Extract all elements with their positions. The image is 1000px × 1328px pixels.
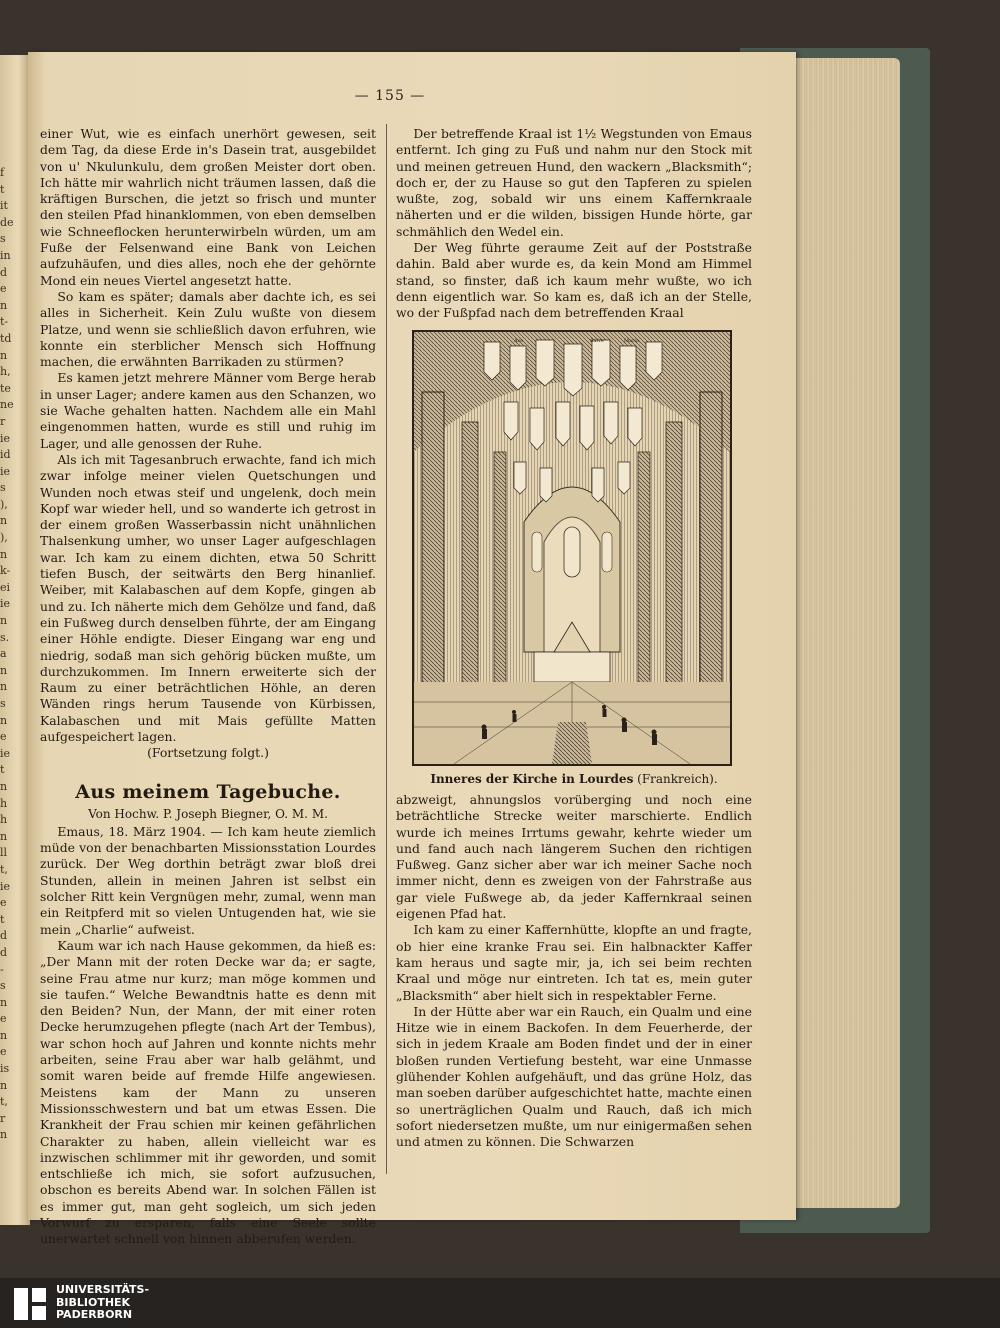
library-footer [0,1278,1000,1328]
stub-fragment: n [0,1128,8,1142]
stub-fragment: n [0,1028,8,1042]
stub-fragment: s [0,481,6,495]
paragraph: Kaum war ich nach Hause gekommen, da hieß es: „Der Mann mit der roten Decke war da; er sagte, seine Frau atme nur kurz; man möge kommen und sie taufen.“ Welche Bewandtnis hatte es denn mit den Beiden? Nun, der Mann, der mit einer roten Decke herumzugehen pflegte (nach Art der Tembus), war schon hoch auf Jahren und konnte nichts mehr arbeiten, seine Frau aber war halb gelähmt, und somit waren beide auf fremde Hilfe angewiesen. Meistens kam der Mann zu unseren Missionsschwestern und bat um etwas Essen. Die Krankheit der Frau schien mir keinen gefährlichen Charakter zu haben, allein vielleicht war es inzwischen schlimmer mit ihr geworden, und somit entschließe ich mich, sie sofort aufzusuchen, obschon es bereits Abend war. In solchen Fällen ist es immer gut, man geht sogleich, um sich jeden Vorwurf zu ersparen, falls eine Seele sollte unerwartet schnell von hinnen abberufen werden. [40,937,376,1247]
stub-fragment: de [0,215,14,229]
stub-fragment: r [0,414,6,428]
banner-text: Salve [590,338,604,344]
stub-fragment: n [0,348,8,362]
stub-fragment: s [0,697,6,710]
stub-fragment: in [0,248,11,262]
stub-fragment: td [0,331,12,345]
library-name [56,1284,149,1322]
stub-fragment: h, [0,365,11,379]
stub-fragment: is [0,1062,10,1076]
article-byline: Von Hochw. P. Joseph Biegner, O. M. M. [88,806,328,821]
banner-text: Maria [624,338,640,344]
stub-fragment: h [0,796,8,810]
stub-fragment: e [0,1045,7,1059]
stub-fragment: t- [0,315,9,329]
page-number: — 155 — [354,88,426,104]
library-logo-icon [12,1286,48,1322]
figure-caption [396,772,752,786]
church-interior-illustration [412,330,732,766]
paragraph: Es kamen jetzt mehrere Männer vom Berge herab in unser Lager; andere kamen aus den Schanzen, wo sie Wache gehalten hatten. Nachdem alle ein Mahl eingenommen hatten, wurde es still und ruhig im Lager, und alle genossen der Ruhe. [40,370,376,451]
stub-fragment: e [0,282,7,296]
paragraph: Emaus, 18. März 1904. — Ich kam heute ziemlich müde von der benachbarten Missionsstation Lourdes zurück. Der Weg dorthin beträgt zwar bloß drei Stunden, allein in meinen Jahren ist selbst ein solcher Ritt kein Vergnügen mehr, zumal, wenn man ein Reitpferd mit so vielen Untugenden hat, wie sie mein „Charlie“ aufweist. [40,823,376,937]
paragraph: Der betreffende Kraal ist 1½ Wegstunden von Emaus entfernt. Ich ging zu Fuß und nahm nur den Stock mit und meinen getreuen Hund, den wackern „Blacksmith“; doch er, der zu Hause so gut den Tapferen zu spielen wußte, zog, sobald wir uns einem Kaffernkraale näherten und er die wilden, bissigen Hunde hörte, gar schmählich den Wedel ein. [396,126,752,239]
stub-fragment: n [0,713,8,727]
stub-fragment: n [0,547,8,561]
stub-fragment: n [0,1078,8,1092]
stub-fragment: n [0,298,8,312]
caption-rest: (Frankreich). [633,772,718,786]
paragraph: Der Weg führte geraume Zeit auf der Poststraße dahin. Bald aber wurde es, da kein Mond am Himmel stand, so finster, daß ich kaum mehr wußte, wo ich denn eigentlich war. So kam es, daß ich an der Stelle, wo der Fußpfad nach dem betreffenden Kraal [396,240,752,321]
stub-fragment: n [0,829,8,843]
stub-fragment: ne [0,398,14,412]
page-edges [790,58,900,1208]
paragraph: einer Wut, wie es einfach unerhört gewesen, seit dem Tag, da diese Erde in's Dasein trat, ausgebildet von u' Nkulunkulu, dem großen Meister dort oben. Ich hätte mir wahrlich nicht träumen lassen, daß die kräftigen Burschen, die jetzt so frisch und munter den steilen Pfad hinanklommen, von eben demselben wie Schneeflocken herunterwirbeln würden, um am Fuße der Felsenwand eine Bank von Leichen aufzuhäufen, und dies alles, noch ehe der gehörnte Mond ein neues Viertel angesetzt hatte. [40,126,376,288]
stub-fragment: ei [0,580,11,594]
stub-fragment: r [0,1111,6,1125]
stub-fragment: te [0,381,11,395]
paragraph: In der Hütte aber war ein Rauch, ein Qualm und eine Hitze wie in einem Backofen. In dem Feuerherde, der sich in jedem Kraale am Boden findet und der in einer bloßen runden Vertiefung besteht, war eine Unmasse glühender Kohlen aufgehäuft, und das grüne Holz, das man soeben darüber aufgeschichtet hatte, machte einen so unerträglichen Qualm und Rauch, daß ich mich sofort niedersetzen mußte, um nur einigermaßen sehen und atmen zu können. Die Schwarzen [396,1003,752,1150]
stub-fragment: s [0,979,6,993]
stub-fragment: d [0,265,8,279]
paragraph: abzweigt, ahnungslos vorüberging und noch eine beträchtliche Strecke weiter marschierte. Endlich wurde ich meines Irrtums gewahr, kehrte wieder um und fand auch nach längerem Suchen den richtigen Fußweg. Ganz sicher aber war ich meiner Sache noch immer nicht, denn es zweigen von der Fahrstraße aus gar viele Fußwege ab, da jeder Kaffernkraal seinen eigenen Pfad hat. [396,792,752,922]
stub-fragment: k- [0,564,11,578]
stub-fragment: n [0,514,8,528]
stub-fragment: t [0,912,5,926]
stub-fragment: e [0,730,7,744]
paragraph: Ich kam zu einer Kaffernhütte, klopfte an und fragte, ob hier eine kranke Frau sei. Ein halbnackter Kaffer kam heraus und sagte mir, ja, ich sei beim rechten Kraal und möge nur eintreten. Ich tat es, mein guter „Blacksmith“ aber hielt sich in respektabler Ferne. [396,922,752,1003]
stub-fragment: - [0,962,4,976]
stub-fragment: h [0,813,8,827]
stub-fragment: n [0,680,8,694]
stub-fragment: ie [0,879,11,893]
library-name-line: UNIVERSITÄTS- [56,1283,150,1296]
library-name-line: BIBLIOTHEK [56,1295,131,1309]
stub-fragment: ), [0,531,8,545]
stub-fragment: n [0,614,8,628]
stub-fragment: n [0,779,8,793]
left-page-edge [0,55,30,1225]
banner-text: Ave [514,338,524,344]
church-engraving [414,332,730,764]
stub-fragment: f [0,166,5,179]
column-rule [386,124,387,1174]
left-column [40,126,376,1248]
stub-fragment: ), [0,497,8,511]
article-title: Aus meinem Tagebuche. [75,780,341,803]
right-column-top [396,126,752,322]
continued-note: (Fortsetzung folgt.) [147,745,269,761]
stub-fragment: t, [0,862,8,876]
stub-fragment: d [0,945,8,959]
stub-fragment: e [0,896,7,910]
caption-title: Inneres der Kirche in Lourdes [430,772,634,786]
paragraph: Als ich mit Tagesanbruch erwachte, fand ich mich zwar infolge meiner vielen Quetschungen und Wunden noch etwas steif und ungelenk, doch mein Kopf war wieder hell, und so wanderte ich getrost in der einem großen Wasserbassin nicht unähnlichen Thalsenkung umher, wo unser Lager aufgeschlagen war. Ich kam zu einem dichten, etwa 50 Schritt tiefen Busch, der seitwärts den Berg hinanlief. Weiber, mit Kalabaschen auf dem Kopfe, gingen ab und zu. Ich näherte mich dem Gehölze und fand, daß ein Fußweg durch denselben führte, der am Eingang einer Höhle endigte. Dieser Eingang war eng und niedrig, sodaß man sich gehörig bücken mußte, um durchzukommen. Im Innern erweiterte sich der Raum zu einer beträchtlichen Höhle, an deren Wänden rings herum Tausende von Kürbissen, Kalabaschen und mit Mais gefüllte Matten aufgespeichert lagen. [40,451,376,744]
paragraph: So kam es später; damals aber dachte ich, es sei alles in Sicherheit. Kein Zulu wußte von diesem Platze, und wenn sie schließlich davon erfuhren, wie konnte ein sterblicher Mensch sich Hoffnung machen, die erwähnten Barrikaden zu stürmen? [40,288,376,370]
stub-fragment: n [0,663,8,677]
stub-fragment: t [0,182,5,196]
stub-fragment: ie [0,746,11,760]
stub-fragment: a [0,647,7,661]
stub-fragment: id [0,448,11,462]
stub-fragment: ie [0,464,11,478]
library-name-line: PADERBORN [56,1308,133,1321]
stub-fragment: t [0,763,5,777]
stub-fragment: ie [0,597,11,611]
stub-fragment: s [0,232,6,246]
stub-fragment: ll [0,846,8,860]
left-page-stub [0,165,12,1144]
stub-fragment: s. [0,630,10,644]
stub-fragment: e [0,1012,7,1026]
stub-fragment: ie [0,431,11,445]
stub-fragment: d [0,929,8,943]
stub-fragment: it [0,199,8,213]
right-column-bottom [396,792,752,1151]
stub-fragment: t, [0,1095,8,1109]
stub-fragment: n [0,995,8,1009]
